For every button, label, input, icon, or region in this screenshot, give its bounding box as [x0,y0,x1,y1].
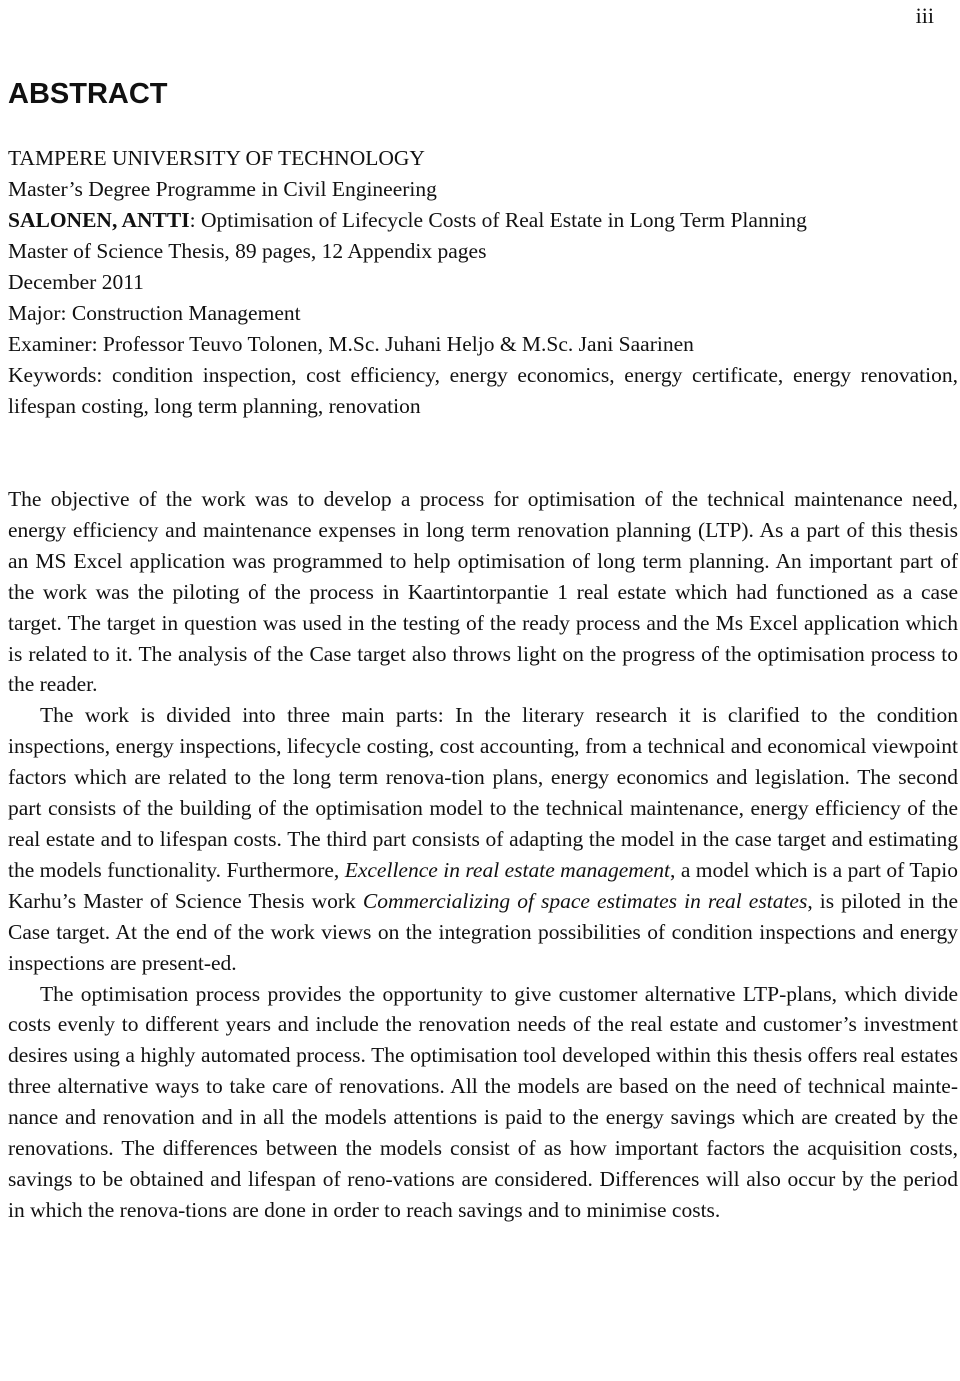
abstract-paragraph-3: The optimisation process provides the opportunity to give customer alternative LTP-plans, which divide costs evenly to different years and include the renovation needs of the real estate and customer’s investment desires using a highly automated process. The optimisation tool developed within this thesis offers real estates three alternative ways to take care of renovations. All the models are based on the need of technical mainte-nance and renovation and in all the models attentions is paid to the energy savings which are created by the renovations. The differences between the models consist of as how important factors the acquisition costs, savings to be obtained and lifespan of reno-vations are considered. Differences will also occur by the period in which the renova-tions are done in order to reach savings and to minimise costs. [8,981,958,1222]
major-line: Major: Construction Management [8,301,301,325]
keywords-line: Keywords: condition inspection, cost efficiency, energy economics, energy certificate, energy renovation, lifespan costing, long term planning, renovation [8,363,958,418]
thesis-title: : Optimisation of Lifecycle Costs of Real Estate in Long Term Planning [189,208,807,232]
abstract-paragraph-1: The objective of the work was to develop a process for optimisation of the technical maintenance need, energy efficiency and maintenance expenses in long term renovation planning (LTP). As a part of this thesis an MS Excel application was programmed to help optimisation of long term planning. An important part of the work was the piloting of the process in Kaartintorpantie 1 real estate which had functioned as a case target. The target in question was used in the testing of the ready process and the Ms Excel application which is related to it. The analysis of the Case target also throws light on the progress of the optimisation process to the reader. [8,487,958,697]
examiner-line: Examiner: Professor Teuvo Tolonen, M.Sc. Juhani Heljo & M.Sc. Jani Saarinen [8,332,694,356]
page-number: iii [915,3,934,28]
abstract-heading: ABSTRACT [8,78,168,110]
abstract-body [8,484,958,1226]
thesis-metadata [8,143,958,422]
programme-line: Master’s Degree Programme in Civil Engineering [8,177,437,201]
author-title-line [8,205,958,236]
abstract-paragraph-2 [8,700,958,978]
paragraph-2-text-b: , a model which is a part of Tapio Karhu’s Master of Science Thesis work [8,857,959,913]
university-line: TAMPERE UNIVERSITY OF TECHNOLOGY [8,146,425,170]
author-name: SALONEN, ANTTI [8,208,190,232]
italic-title-excellence: Excellence in real estate management [344,857,671,882]
thesis-info-line: Master of Science Thesis, 89 pages, 12 Appendix pages [8,239,487,263]
paragraph-2-text-a: The work is divided into three main parts: In the literary research it is clarified to the condition inspections, energy inspections, lifecycle costing, cost accounting, from a technical and economical viewpoint factors which are related to the long term renova-tion plans, energy economics and legislation. The second part consists of the building of the optimisation model to the technical maintenance, energy efficiency of the real estate and to lifespan costs. The third part consists of adapting the model in the case target and estimating the models functionality. Furthermore, [8,703,958,882]
italic-title-commercializing: Commercializing of space estimates in real estates [362,888,808,913]
date-line: December 2011 [8,270,144,294]
paragraph-2-text-c: , is piloted in the Case target. At the end of the work views on the integration possibilities of condition inspections and energy inspections are present-ed. [8,888,959,975]
